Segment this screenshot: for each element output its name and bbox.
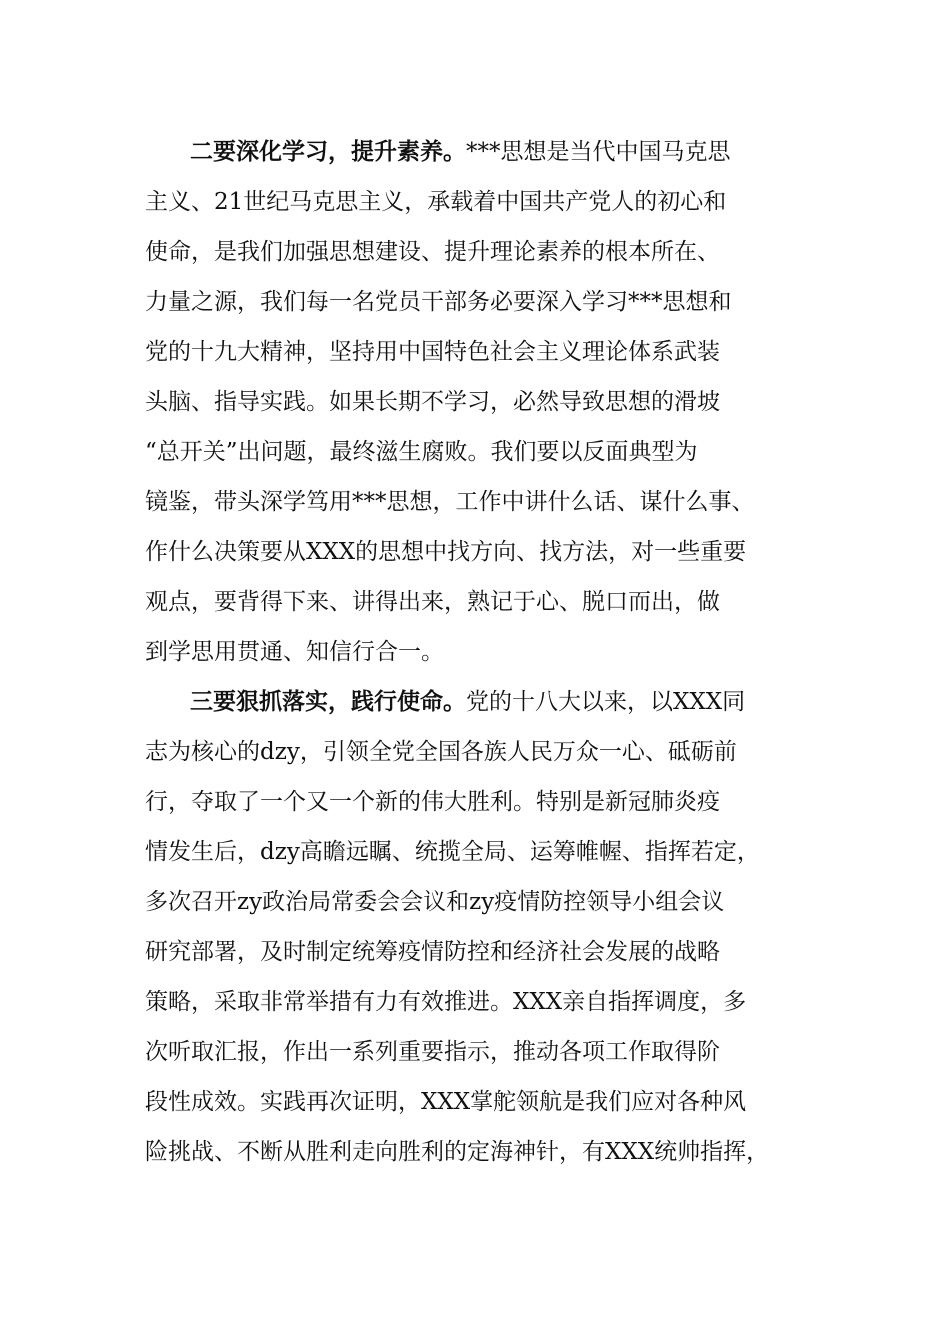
paragraph-1-line-7: “总开关”出问题，最终滋生腐败。我们要以反面典型为 [145, 439, 698, 465]
paragraph-2-line-1 [190, 682, 745, 722]
paragraph-2-line-4: 情发生后，dzy高瞻远瞩、统揽全局、运筹帷幄、指挥若定， [145, 839, 760, 865]
paragraph-1-line-6: 头脑、指导实践。如果长期不学习，必然导致思想的滑坡 [145, 389, 720, 415]
paragraph-1-line-2: 主义、21世纪马克思主义，承载着中国共产党人的初心和 [145, 189, 727, 215]
paragraph-2-lead: 三要狠抓落实，践行使命。 [190, 689, 466, 715]
paragraph-2-line-7: 策略，采取非常举措有力有效推进。XXX亲自指挥调度，多 [145, 989, 747, 1015]
paragraph-2-line-6: 研究部署，及时制定统筹疫情防控和经济社会发展的战略 [145, 939, 720, 965]
paragraph-2-line-3: 行，夺取了一个又一个新的伟大胜利。特别是新冠肺炎疫 [145, 789, 720, 815]
paragraph-2-line-5: 多次召开zy政治局常委会会议和zy疫情防控领导小组会议 [145, 889, 725, 915]
paragraph-1-line-9: 作什么决策要从XXX的思想中找方向、找方法，对一些重要 [145, 539, 747, 565]
paragraph-1-line-1 [190, 132, 731, 172]
paragraph-2-line-9: 段性成效。实践再次证明，XXX掌舵领航是我们应对各种风 [145, 1089, 747, 1115]
paragraph-1-lead: 二要深化学习，提升素养。 [190, 139, 466, 165]
paragraph-2-line-10: 险挑战、不断从胜利走向胜利的定海神针，有XXX统帅指挥， [145, 1139, 770, 1165]
paragraph-2-line-8: 次听取汇报，作出一系列重要指示，推动各项工作取得阶 [145, 1039, 720, 1065]
paragraph-2-line-2: 志为核心的dzy，引领全党全国各族人民万众一心、砥砺前 [145, 739, 737, 765]
paragraph-1-line-3: 使命，是我们加强思想建设、提升理论素养的根本所在、 [145, 239, 720, 265]
paragraph-1-line-8: 镜鉴，带头深学笃用***思想，工作中讲什么话、谋什么事、 [145, 489, 755, 515]
paragraph-1-line-4: 力量之源，我们每一名党员干部务必要深入学习***思想和 [145, 289, 732, 315]
paragraph-1-line-11: 到学思用贯通、知信行合一。 [145, 639, 444, 665]
paragraph-1-line-5: 党的十九大精神，坚持用中国特色社会主义理论体系武装 [145, 339, 720, 365]
paragraph-1-text: ***思想是当代中国马克思 [466, 139, 731, 165]
paragraph-1-line-10: 观点，要背得下来、讲得出来，熟记于心、脱口而出，做 [145, 589, 720, 615]
paragraph-2-text: 党的十八大以来，以XXX同 [466, 689, 746, 715]
